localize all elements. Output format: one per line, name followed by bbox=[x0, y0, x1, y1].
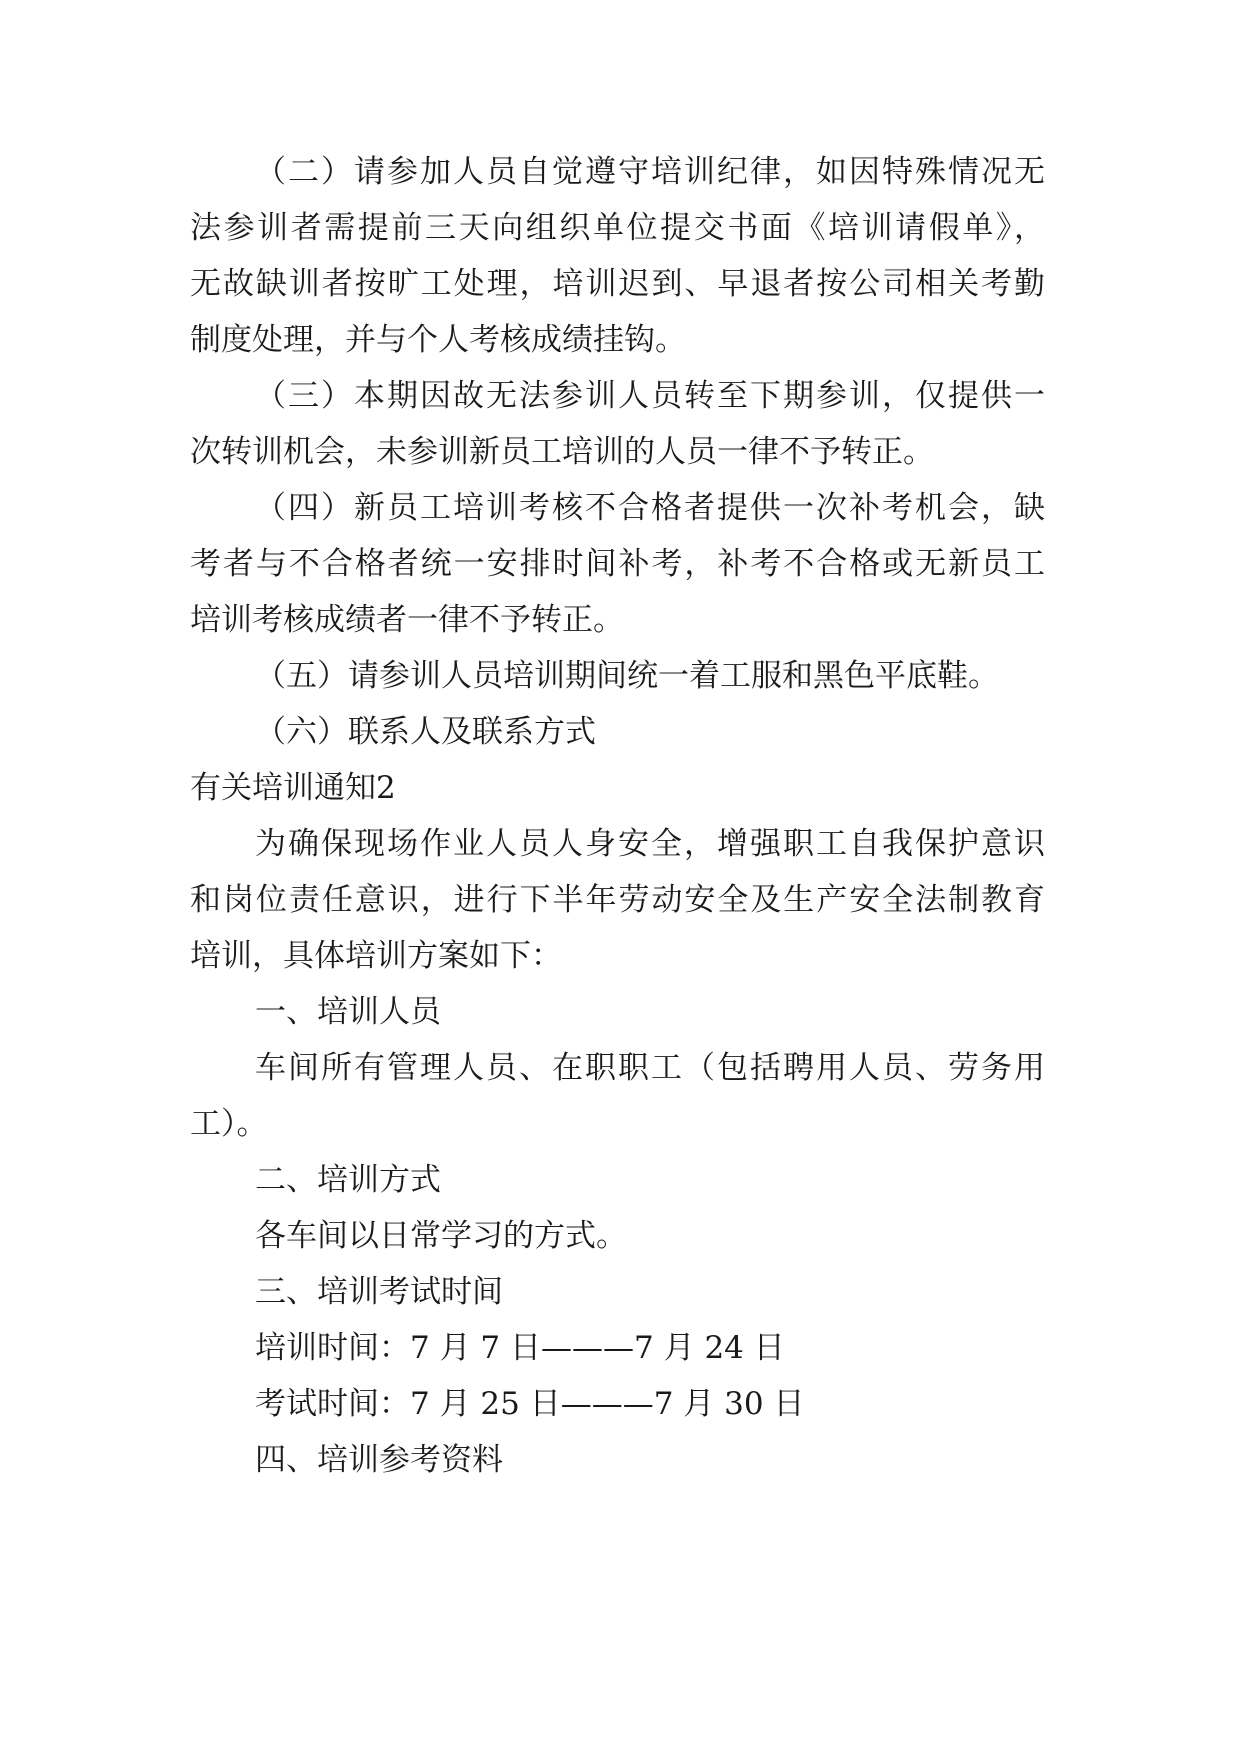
paragraph-line: 考者与不合格者统一安排时间补考，补考不合格或无新员工 bbox=[190, 546, 1045, 582]
paragraph-line: 次转训机会，未参训新员工培训的人员一律不予转正。 bbox=[190, 434, 934, 470]
section-title: 有关培训通知2 bbox=[190, 770, 396, 806]
paragraph-line: （三）本期因故无法参训人员转至下期参训，仅提供一 bbox=[255, 378, 1045, 414]
paragraph-line: （六）联系人及联系方式 bbox=[255, 714, 596, 750]
paragraph-line: 车间所有管理人员、在职职工（包括聘用人员、劳务用 bbox=[255, 1050, 1045, 1086]
paragraph-line: 培训，具体培训方案如下： bbox=[190, 938, 562, 974]
paragraph-line: 各车间以日常学习的方式。 bbox=[255, 1218, 627, 1254]
paragraph-line: 制度处理，并与个人考核成绩挂钩。 bbox=[190, 322, 686, 358]
paragraph-line: （四）新员工培训考核不合格者提供一次补考机会，缺 bbox=[255, 490, 1045, 526]
paragraph-line: （五）请参训人员培训期间统一着工服和黑色平底鞋。 bbox=[255, 658, 999, 694]
exam-time-line: 考试时间：7 月 25 日———7 月 30 日 bbox=[255, 1386, 805, 1422]
section-heading: 二、培训方式 bbox=[255, 1162, 441, 1198]
paragraph-line: 法参训者需提前三天向组织单位提交书面《培训请假单》， bbox=[190, 210, 1045, 246]
section-heading: 四、培训参考资料 bbox=[255, 1442, 503, 1478]
paragraph-line: 工）。 bbox=[190, 1106, 268, 1142]
paragraph-line: 培训考核成绩者一律不予转正。 bbox=[190, 602, 624, 638]
section-heading: 三、培训考试时间 bbox=[255, 1274, 503, 1310]
section-heading: 一、培训人员 bbox=[255, 994, 441, 1030]
paragraph-line: 无故缺训者按旷工处理，培训迟到、早退者按公司相关考勤 bbox=[190, 266, 1045, 302]
paragraph-line: 为确保现场作业人员人身安全，增强职工自我保护意识 bbox=[255, 826, 1045, 862]
paragraph-line: 和岗位责任意识，进行下半年劳动安全及生产安全法制教育 bbox=[190, 882, 1045, 918]
paragraph-line: （二）请参加人员自觉遵守培训纪律，如因特殊情况无 bbox=[255, 154, 1045, 190]
training-time-line: 培训时间：7 月 7 日———7 月 24 日 bbox=[255, 1330, 785, 1366]
